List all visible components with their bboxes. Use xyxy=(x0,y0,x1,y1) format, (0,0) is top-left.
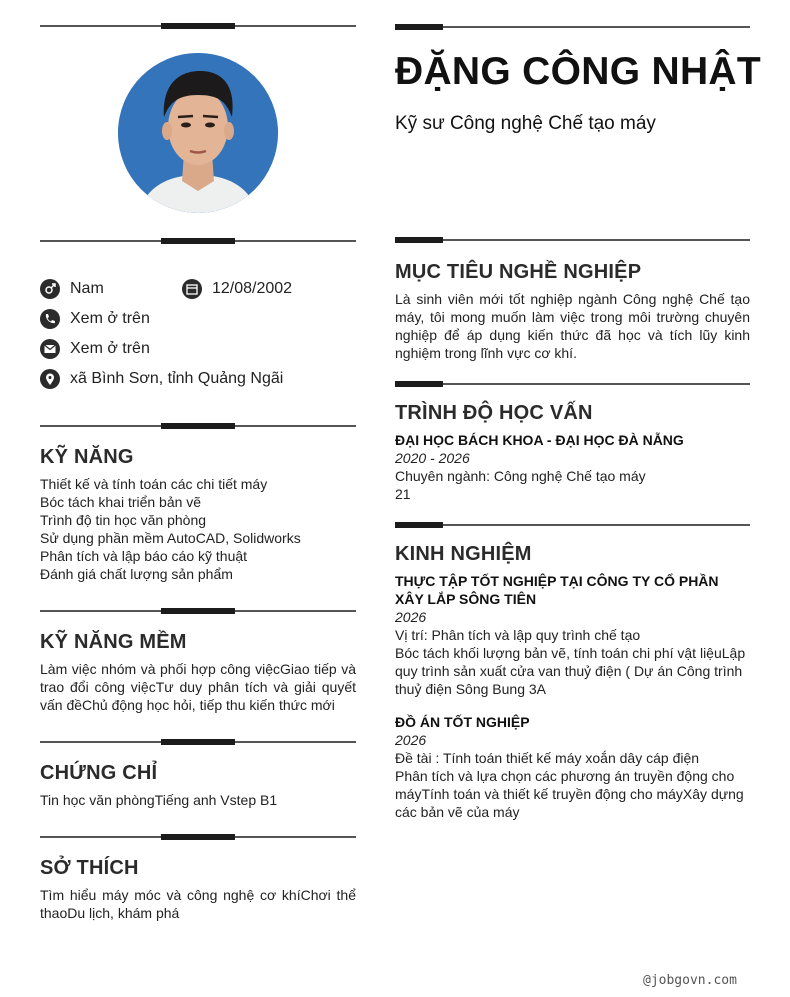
gender-text: Nam xyxy=(70,280,104,297)
divider xyxy=(40,21,356,31)
gender-icon xyxy=(40,279,60,299)
divider xyxy=(40,236,356,246)
skill-item: Trình độ tin học văn phòng xyxy=(40,512,207,528)
contact-birthday xyxy=(182,279,292,299)
contact-phone xyxy=(40,309,150,329)
experience-title: THỰC TẬP TỐT NGHIỆP TẠI CÔNG TY CỔ PHẦN XÂY LẮP SÔNG TIÊN xyxy=(395,573,719,607)
skills-list xyxy=(40,475,356,583)
divider xyxy=(395,379,750,389)
email-icon xyxy=(40,339,60,359)
skill-item: Sử dụng phần mềm AutoCAD, Solidworks xyxy=(40,530,301,546)
education-major: Chuyên ngành: Công nghệ Chế tạo máy xyxy=(395,468,646,484)
skill-item: Thiết kế và tính toán các chi tiết máy xyxy=(40,476,268,492)
birthday-text: 12/08/2002 xyxy=(212,280,293,297)
experience-year: 2026 xyxy=(395,732,427,748)
education-extra: 21 xyxy=(395,486,411,502)
candidate-title: Kỹ sư Công nghệ Chế tạo máy xyxy=(395,113,656,134)
certificates-text: Tin học văn phòngTiếng anh Vstep B1 xyxy=(40,792,278,808)
skill-item: Bóc tách khai triển bản vẽ xyxy=(40,494,202,510)
profile-photo xyxy=(118,53,278,213)
divider xyxy=(395,520,750,530)
certificates-heading: CHỨNG CHỈ xyxy=(40,762,158,784)
objective-text: Là sinh viên mới tốt nghiệp ngành Công nghệ Chế tạo máy, tôi mong muốn làm việc trong môi trường chuyên nghiệp để áp dụng kiến thức đã học và tích lũy kinh nghiệm trong lĩnh vực cơ khí. xyxy=(395,291,750,361)
experience-heading: KINH NGHIỆM xyxy=(395,543,532,565)
skills-heading: KỸ NĂNG xyxy=(40,446,134,468)
phone-text: Xem ở trên xyxy=(70,310,150,327)
hobbies-heading: SỞ THÍCH xyxy=(40,857,139,879)
education-heading: TRÌNH ĐỘ HỌC VẤN xyxy=(395,402,593,424)
experience-item xyxy=(395,713,750,821)
skill-item: Phân tích và lập báo cáo kỹ thuật xyxy=(40,548,248,564)
watermark: @jobgovn.com xyxy=(643,973,737,988)
experience-title: ĐỒ ÁN TỐT NGHIỆP xyxy=(395,714,530,730)
contact-address xyxy=(40,369,283,389)
address-text: xã Bình Sơn, tỉnh Quảng Ngãi xyxy=(70,370,284,387)
email-text: Xem ở trên xyxy=(70,340,150,357)
contact-gender xyxy=(40,279,104,299)
divider xyxy=(40,737,356,747)
school-name: ĐẠI HỌC BÁCH KHOA - ĐẠI HỌC ĐÀ NẴNG xyxy=(395,432,684,448)
divider xyxy=(40,421,356,431)
education-period: 2020 - 2026 xyxy=(395,450,470,466)
experience-detail: Phân tích và lựa chọn các phương án truyền động cho máyTính toán và thiết kế truyền động cho máyXây dựng các bản vẽ của máy xyxy=(395,768,744,820)
experience-detail: Bóc tách khối lượng bản vẽ, tính toán chi phí vật liệuLập quy trình sản xuất cửa van thuỷ điện ( Dự án Công trình thuỷ điện Sông Bung 3A xyxy=(395,645,746,697)
experience-detail: Đề tài : Tính toán thiết kế máy xoắn dây cáp điện xyxy=(395,750,700,766)
divider xyxy=(395,22,750,32)
divider xyxy=(40,606,356,616)
experience-detail: Vị trí: Phân tích và lập quy trình chế tạo xyxy=(395,627,641,643)
candidate-name: ĐẶNG CÔNG NHẬT xyxy=(395,50,762,93)
education-block xyxy=(395,431,750,503)
divider xyxy=(395,235,750,245)
divider xyxy=(40,832,356,842)
location-pin-icon xyxy=(40,369,60,389)
soft-skills-heading: KỸ NĂNG MỀM xyxy=(40,631,187,653)
contact-email xyxy=(40,339,150,359)
calendar-icon xyxy=(182,279,202,299)
soft-skills-text: Làm việc nhóm và phối hợp công việcGiao tiếp và trao đổi công việcTư duy phân tích và giải quyết vấn đềChủ động học hỏi, tiếp thu kiến thức mới xyxy=(40,661,356,713)
skill-item: Đánh giá chất lượng sản phẩm xyxy=(40,566,233,582)
objective-heading: MỤC TIÊU NGHỀ NGHIỆP xyxy=(395,261,642,283)
experience-year: 2026 xyxy=(395,609,427,625)
phone-icon xyxy=(40,309,60,329)
experience-item xyxy=(395,572,750,698)
hobbies-text: Tìm hiểu máy móc và công nghệ cơ khíChơi thể thaoDu lịch, khám phá xyxy=(40,887,356,921)
